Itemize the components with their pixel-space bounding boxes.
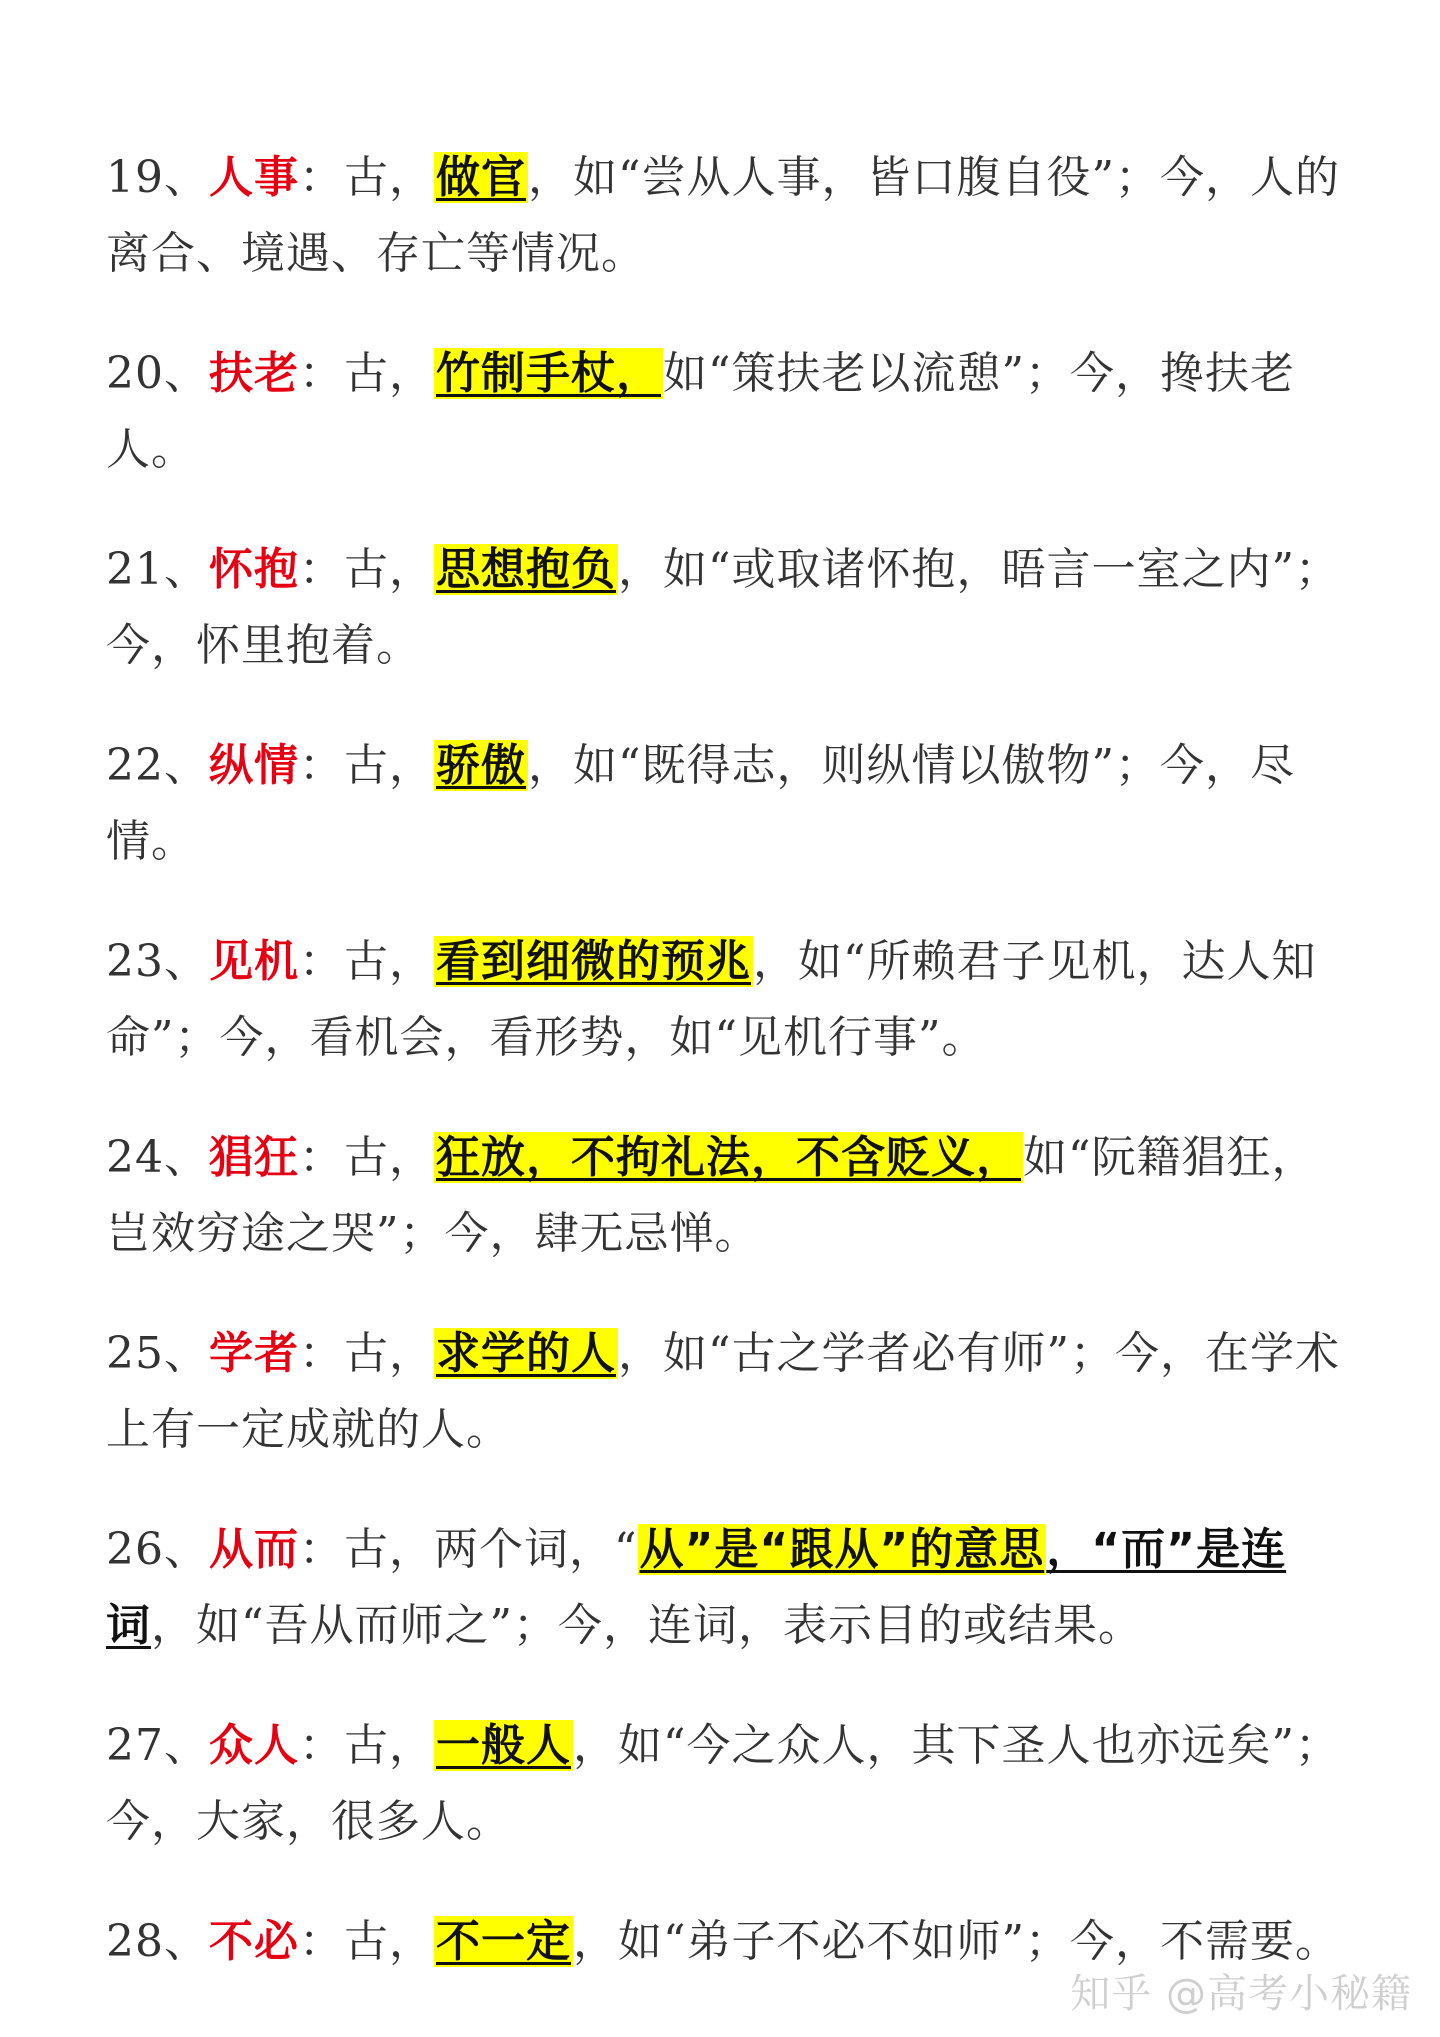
ancient-meaning-highlight: 从”是“跟从”的意思 <box>639 1524 1045 1575</box>
entry-24 <box>106 1120 1346 1272</box>
entry-number: 23、 <box>106 936 209 987</box>
ancient-meaning-highlight: 一般人 <box>436 1720 571 1771</box>
ancient-meaning-underline: ，“而”是连词 <box>106 1524 1287 1651</box>
term: 扶老 <box>209 348 299 399</box>
separator: ：古， <box>299 936 434 987</box>
entry-rest: ，如“古之学者必有师”；今，在学术上有一定成就的人。 <box>106 1328 1340 1455</box>
term: 人事 <box>209 152 299 203</box>
term: 猖狂 <box>209 1132 299 1183</box>
term: 怀抱 <box>209 544 299 595</box>
separator: ：古， <box>299 1328 434 1379</box>
entry-23 <box>106 924 1346 1076</box>
separator: ：古， <box>299 152 434 203</box>
entry-number: 25、 <box>106 1328 209 1379</box>
watermark: 知乎 @高考小秘籍 <box>1070 1971 1412 2017</box>
term: 纵情 <box>209 740 299 791</box>
entry-rest: ，如“尝从人事，皆口腹自役”；今，人的离合、境遇、存亡等情况。 <box>106 152 1340 279</box>
entry-number: 28、 <box>106 1916 209 1967</box>
entry-number: 20、 <box>106 348 209 399</box>
entry-number: 21、 <box>106 544 209 595</box>
entry-rest: ，如“所赖君子见机，达人知命”；今，看机会，看形势，如“见机行事”。 <box>106 936 1317 1063</box>
ancient-meaning-highlight: 狂放，不拘礼法，不含贬义， <box>436 1132 1021 1183</box>
ancient-meaning-highlight: 思想抱负 <box>436 544 616 595</box>
entry-19 <box>106 140 1346 292</box>
entry-rest: 如“策扶老以流憩”；今，搀扶老人。 <box>106 348 1295 475</box>
entry-number: 19、 <box>106 152 209 203</box>
term: 见机 <box>209 936 299 987</box>
ancient-meaning-highlight: 做官 <box>436 152 526 203</box>
entry-20 <box>106 336 1346 488</box>
ancient-meaning-highlight: 求学的人 <box>436 1328 616 1379</box>
entry-number: 24、 <box>106 1132 209 1183</box>
term: 众人 <box>209 1720 299 1771</box>
entry-rest: ，如“或取诸怀抱，晤言一室之内”；今，怀里抱着。 <box>106 544 1340 671</box>
document-body <box>106 96 1346 2008</box>
ancient-meaning-highlight: 骄傲 <box>436 740 526 791</box>
separator: ：古， <box>299 1132 434 1183</box>
entry-rest: ，如“既得志，则纵情以傲物”；今，尽情。 <box>106 740 1295 867</box>
separator: ：古， <box>299 740 434 791</box>
term: 学者 <box>209 1328 299 1379</box>
ancient-meaning-highlight: 不一定 <box>436 1916 571 1967</box>
entry-27 <box>106 1708 1346 1860</box>
separator: ：古， <box>299 1720 434 1771</box>
ancient-meaning-highlight: 竹制手杖， <box>436 348 661 399</box>
term: 从而 <box>209 1524 299 1575</box>
entry-rest: ，如“今之众人，其下圣人也亦远矣”；今，大家，很多人。 <box>106 1720 1340 1847</box>
separator: ：古， <box>299 348 434 399</box>
entry-21 <box>106 532 1346 684</box>
entry-22 <box>106 728 1346 880</box>
ancient-meaning-highlight: 看到细微的预兆 <box>436 936 751 987</box>
entry-rest: ，如“吾从而师之”；今，连词，表示目的或结果。 <box>151 1600 1143 1651</box>
separator: ：古， <box>299 544 434 595</box>
entry-number: 27、 <box>106 1720 209 1771</box>
separator: ：古，两个词，“ <box>299 1524 638 1575</box>
term: 不必 <box>209 1916 299 1967</box>
entry-rest: 如“阮籍猖狂，岂效穷途之哭”；今，肆无忌惮。 <box>106 1132 1317 1259</box>
entry-rest: ，如“弟子不必不如师”；今，不需要。 <box>573 1916 1340 1967</box>
separator: ：古， <box>299 1916 434 1967</box>
entry-25 <box>106 1316 1346 1468</box>
entry-number: 22、 <box>106 740 209 791</box>
entry-number: 26、 <box>106 1524 209 1575</box>
entry-26 <box>106 1512 1346 1664</box>
